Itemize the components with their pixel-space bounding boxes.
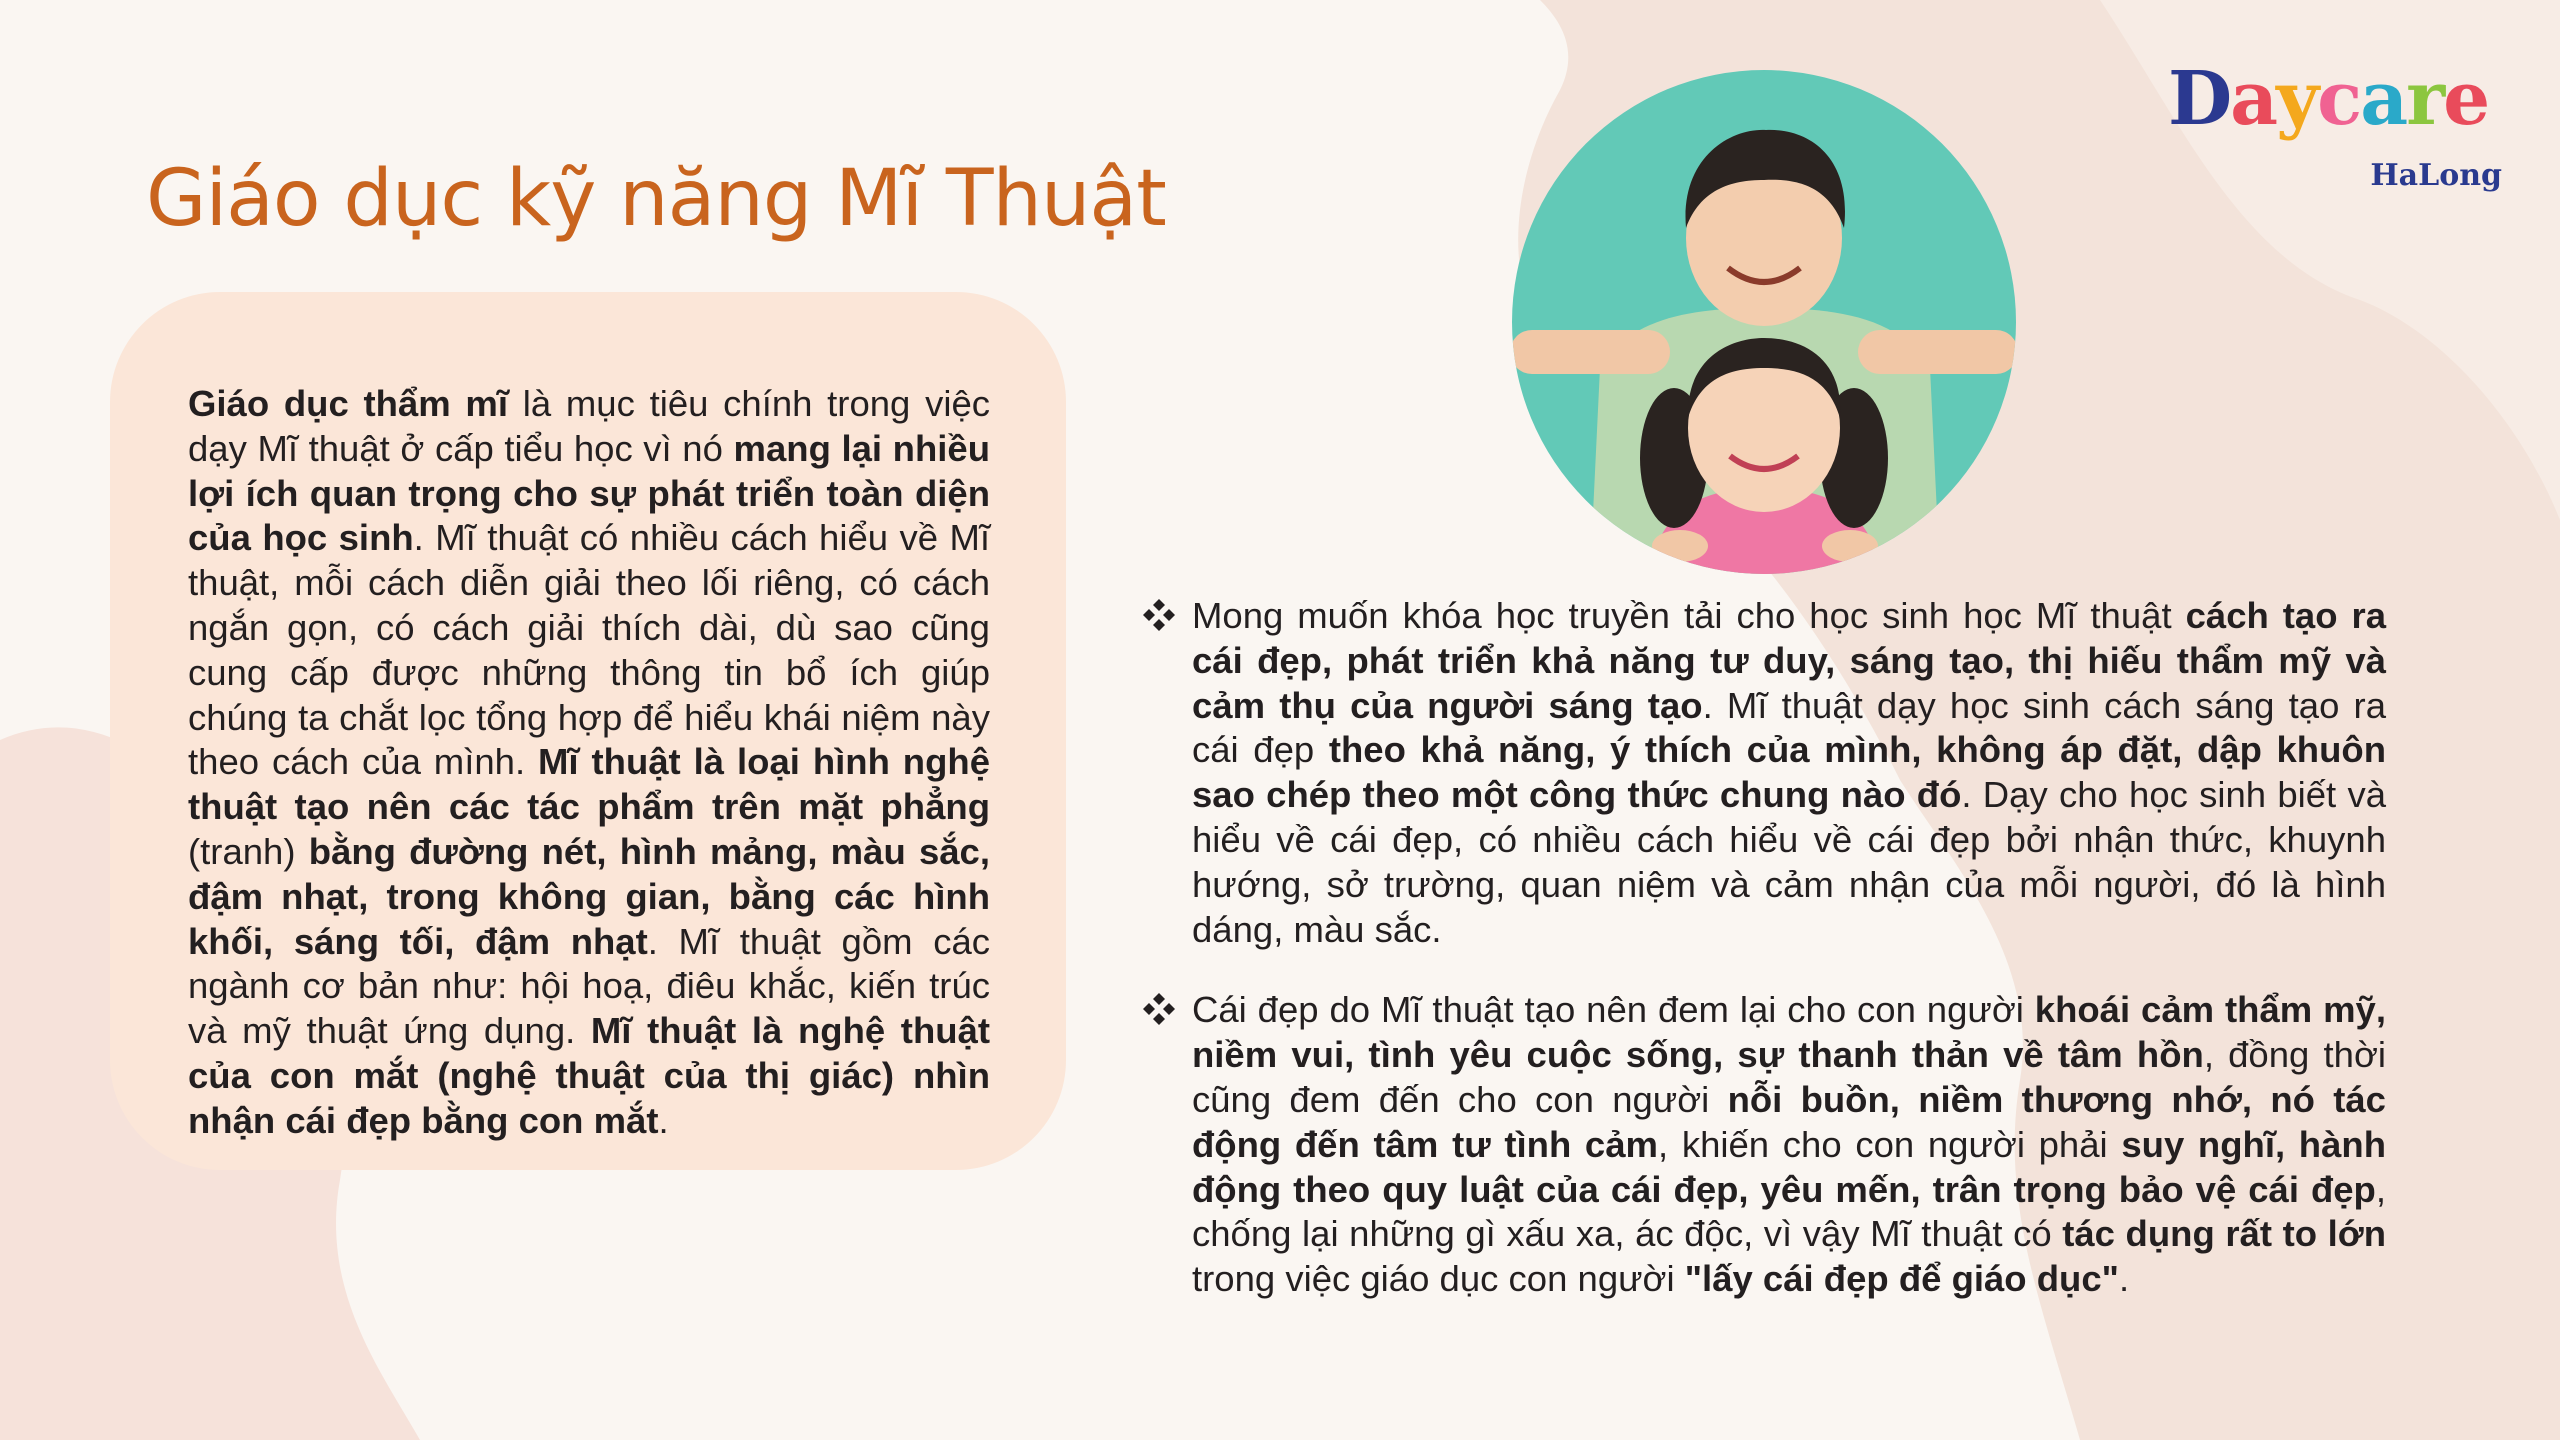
text: . Mĩ thuật dạy học sinh cách sáng tạo ra cái đẹp <box>1192 684 2386 771</box>
text: . Mĩ thuật có nhiều cách hiểu về Mĩ thuật, mỗi cách diễn giải theo lối riêng, có cách ngắn gọn, có cách giải thích dài, dù sao cũng cung cấp được những thông tin bổ ích giúp chúng ta chắt lọc tổng hợp để hiểu khái niệm này theo cách của mình. <box>188 517 990 783</box>
text: trong việc giáo dục con người <box>1192 1258 1685 1300</box>
text: . <box>658 1099 669 1141</box>
bold-text: Mĩ thuật là loại hình nghệ thuật tạo nên các tác phẩm trên mặt phẳng <box>188 741 990 828</box>
bold-text: theo khả năng, ý thích của mình, không áp đặt, dập khuôn sao chép theo một công thức chung nào đó <box>1192 729 2386 816</box>
text: , khiến cho con người phải <box>1657 1123 2122 1165</box>
bold-text: nỗi buồn, niềm thương nhớ, nó tác động đến tâm tư tình cảm <box>1192 1078 2386 1165</box>
bold-text: suy nghĩ, hành động theo quy luật của cái đẹp, yêu mến, trân trọng bảo vệ cái đẹp <box>1192 1123 2386 1210</box>
bullet-text <box>1192 989 2386 1299</box>
logo-letter: r <box>2406 56 2444 142</box>
bold-text: bằng đường nét, hình mảng, màu sắc, đậm nhạt, trong không gian, bằng các hình khối, sáng tối, đậm nhạt <box>188 830 990 962</box>
text: , đồng thời cũng đem đến cho con người <box>1192 1034 2386 1120</box>
benefits-list <box>1142 594 2386 1338</box>
logo-letter: a <box>2360 56 2407 142</box>
page-title: Giáo dục kỹ năng Mĩ Thuật <box>146 154 1166 244</box>
logo-wordmark <box>2168 56 2489 142</box>
bold-text: Mĩ thuật là nghệ thuật của con mắt (nghệ thuật của thị giác) nhìn nhận cái đẹp bằng con mắt <box>188 1010 990 1141</box>
bold-text: mang lại nhiều lợi ích quan trọng cho sự phát triển toàn diện của học sinh <box>188 427 990 559</box>
bold-text: tác dụng rất to lớn <box>2062 1213 2386 1255</box>
bold-text: khoái cảm thẩm mỹ, niềm vui, tình yêu cuộc sống, sự thanh thản về tâm hồn <box>1192 989 2386 1076</box>
logo-letter: y <box>2276 56 2318 142</box>
four-diamond-bullet-icon <box>1142 992 1176 1026</box>
logo-subtitle: HaLong <box>2370 158 2502 193</box>
bold-text: "lấy cái đẹp để giáo dục" <box>1684 1258 2119 1300</box>
text: (tranh) <box>188 830 309 872</box>
text: , chống lại những gì xấu xa, ác độc, vì vậy Mĩ thuật có <box>1192 1168 2386 1255</box>
list-item <box>1142 594 2386 952</box>
text: . Mĩ thuật gồm các ngành cơ bản như: hội hoạ, điêu khắc, kiến trúc và mỹ thuật ứng dụng. <box>188 920 990 1052</box>
children-photo <box>1510 68 2018 576</box>
logo-letter: e <box>2443 56 2489 142</box>
list-item <box>1142 988 2386 1302</box>
text: Cái đẹp do Mĩ thuật tạo nên đem lại cho con người <box>1192 989 2035 1031</box>
logo-letter: a <box>2230 56 2277 142</box>
intro-card <box>110 292 1066 1170</box>
bullet-text <box>1192 595 2386 950</box>
text: là mục tiêu chính trong việc dạy Mĩ thuật ở cấp tiểu học vì nó <box>188 383 990 469</box>
text: . <box>2118 1258 2130 1300</box>
bold-text: cách tạo ra cái đẹp, phát triển khả năng tư duy, sáng tạo, thị hiếu thẩm mỹ và cảm thụ của người sáng tạo <box>1192 595 2387 726</box>
daycare-logo <box>2160 56 2520 202</box>
text: . Dạy cho học sinh biết và hiểu về cái đẹp, có nhiều cách hiểu về cái đẹp bởi nhận thức, khuynh hướng, sở trường, quan niệm và cảm nhận của mỗi người, đó là hình dáng, màu sắc. <box>1192 774 2387 950</box>
logo-letter: c <box>2317 56 2361 142</box>
logo-letter: D <box>2168 56 2231 142</box>
four-diamond-bullet-icon <box>1142 598 1176 632</box>
text: Mong muốn khóa học truyền tải cho học sinh học Mĩ thuật <box>1192 595 2186 636</box>
bold-text: Giáo dục thẩm mĩ <box>188 383 509 424</box>
intro-paragraph <box>188 382 990 1144</box>
